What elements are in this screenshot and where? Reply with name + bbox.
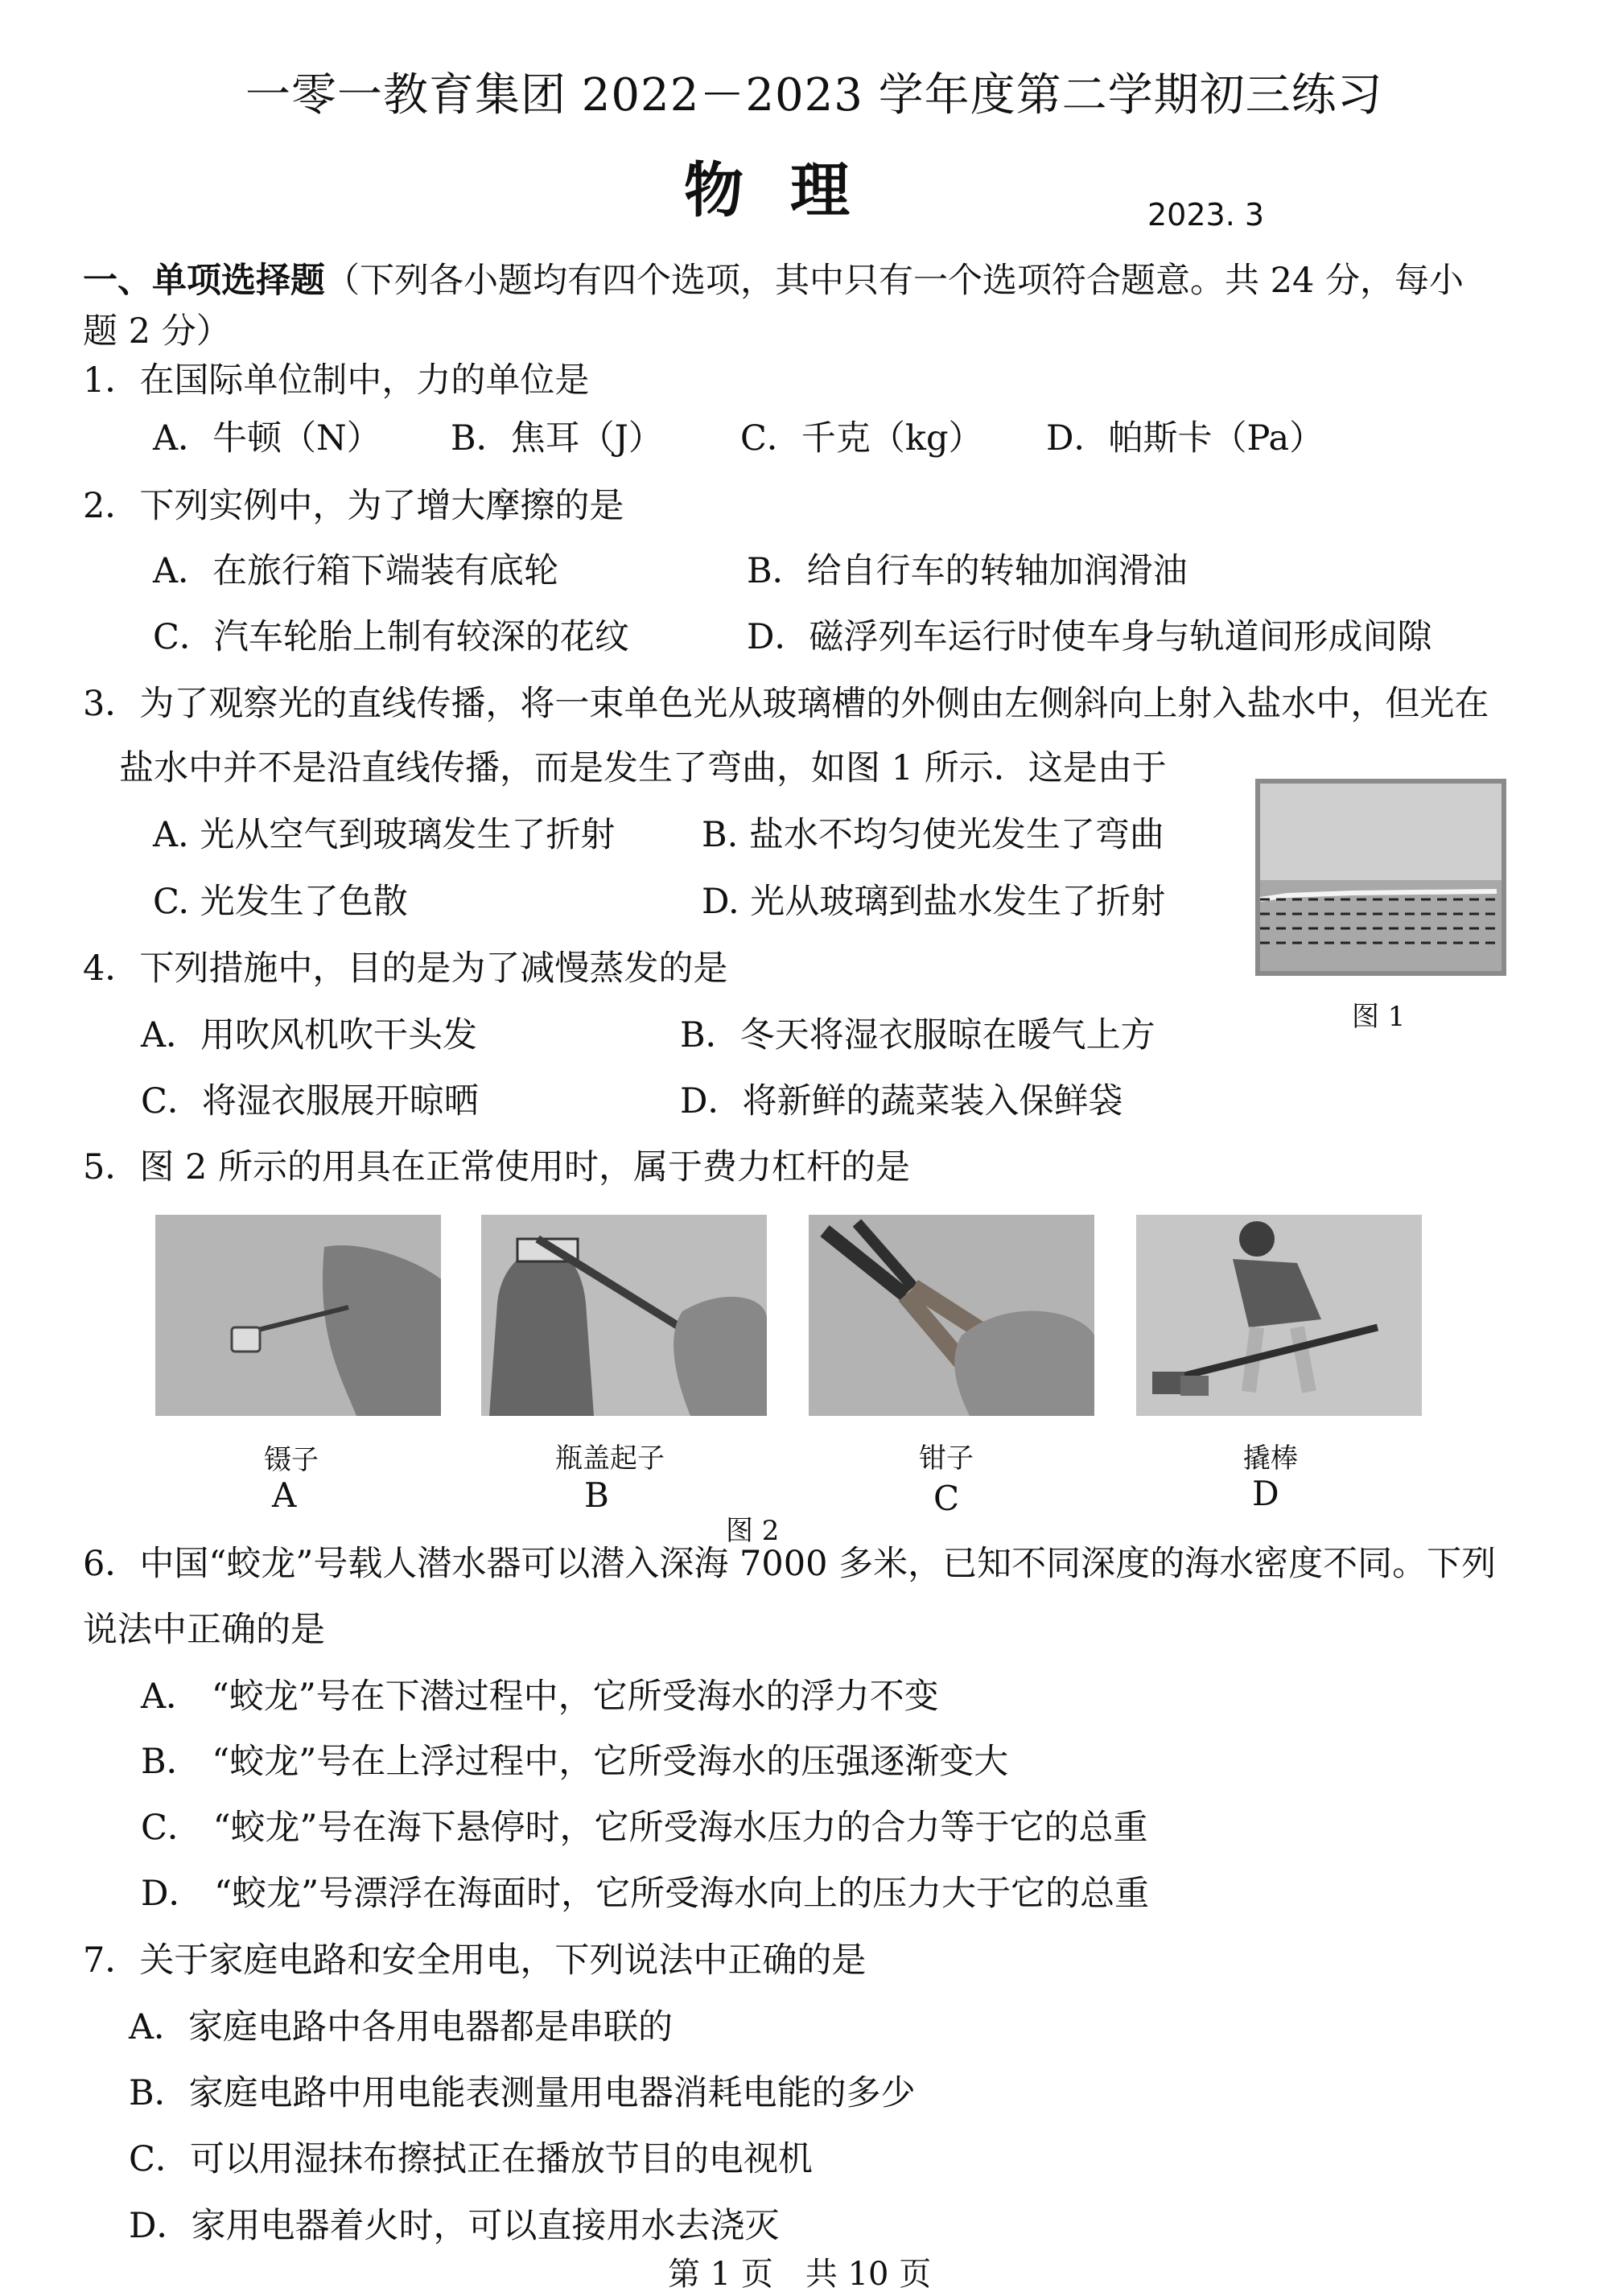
q1-option-d: D．帕斯卡（Pa） [1046,418,1324,459]
q4-option-a: A．用吹风机吹干头发 [141,1015,478,1055]
tweezers-drawing [155,1215,441,1416]
q7-option-c: C．可以用湿抹布擦拭正在播放节目的电视机 [129,2139,813,2179]
q7-option-d: D．家用电器着火时，可以直接用水去浇灭 [129,2206,780,2246]
q3-stem-line2: 盐水中并不是沿直线传播，而是发生了弯曲，如图 1 所示．这是由于 [119,748,1167,788]
pliers-image [809,1215,1094,1416]
q3-option-c: C. 光发生了色散 [153,882,408,922]
q1-option-c: C．千克（kg） [740,418,983,459]
q6-option-b: B． “蛟龙”号在上浮过程中，它所受海水的压强逐渐变大 [141,1742,1009,1782]
figure-1-drawing [1255,779,1506,976]
pliers-drawing [809,1215,1094,1416]
section-description-cont: 题 2 分） [83,311,231,352]
q1-stem: 1．在国际单位制中，力的单位是 [83,360,590,401]
q1-option-a: A．牛顿（N） [153,418,381,459]
q4-stem: 4．下列措施中，目的是为了减慢蒸发的是 [83,948,728,989]
subject-title: 物理 [684,156,896,225]
q3-stem-line1: 3．为了观察光的直线传播，将一束单色光从玻璃槽的外侧由左侧斜向上射入盐水中，但光在 [83,684,1489,724]
q2-option-b: B．给自行车的转轴加润滑油 [747,551,1188,591]
crowbar-caption: 撬棒 [1243,1442,1298,1475]
tweezers-caption: 镊子 [264,1444,319,1476]
q6-option-a: A． “蛟龙”号在下潜过程中，它所受海水的浮力不变 [141,1677,939,1717]
q4-option-d: D．将新鲜的蔬菜装入保鲜袋 [680,1081,1123,1121]
q6-stem-line2: 说法中正确的是 [83,1610,325,1650]
q4-option-b: B．冬天将湿衣服晾在暖气上方 [680,1015,1155,1055]
q3-option-d: D. 光从玻璃到盐水发生了折射 [702,882,1166,922]
tweezers-image [155,1215,441,1416]
bottle-opener-caption: 瓶盖起子 [555,1442,665,1475]
section-title: 一、单项选择题 [83,261,325,301]
figure-1-light-refraction-image [1255,779,1506,976]
section-header [83,259,1464,302]
image-label-a: A [272,1475,297,1515]
q2-option-d: D．磁浮列车运行时使车身与轨道间形成间隙 [747,617,1432,657]
q2-option-c: C．汽车轮胎上制有较深的花纹 [153,617,629,657]
exam-title: 一零一教育集团 2022－2023 学年度第二学期初三练习 [245,69,1383,121]
q3-option-a: A. 光从空气到玻璃发生了折射 [153,815,616,855]
section-description: （下列各小题均有四个选项，其中只有一个选项符合题意。共 24 分，每小 [325,261,1464,301]
exam-date: 2023. 3 [1147,197,1265,232]
figure-2-caption: 图 2 [726,1515,780,1547]
q6-option-c: C． “蛟龙”号在海下悬停时，它所受海水压力的合力等于它的总重 [141,1808,1148,1848]
image-label-b: B [584,1475,609,1515]
figure-1-caption: 图 1 [1352,1001,1406,1033]
crowbar-image [1136,1215,1422,1416]
q2-stem: 2．下列实例中，为了增大摩擦的是 [83,486,624,526]
q4-option-c: C．将湿衣服展开晾晒 [141,1081,479,1121]
image-label-d: D [1252,1474,1279,1513]
pliers-caption: 钳子 [919,1442,974,1475]
q6-stem-line1: 6．中国“蛟龙”号载人潜水器可以潜入深海 7000 多米，已知不同深度的海水密度不同。下列 [83,1544,1497,1584]
q7-option-a: A．家庭电路中各用电器都是串联的 [129,2007,674,2047]
crowbar-drawing [1136,1215,1422,1416]
bottle-opener-drawing [481,1215,767,1416]
q1-option-b: B．焦耳（J） [451,418,663,459]
q5-stem: 5．图 2 所示的用具在正常使用时，属于费力杠杆的是 [83,1147,911,1187]
image-label-c: C [933,1479,960,1518]
q7-option-b: B．家庭电路中用电能表测量用电器消耗电能的多少 [129,2073,916,2113]
page-footer: 第 1 页 共 10 页 [668,2256,932,2293]
q7-stem: 7．关于家庭电路和安全用电，下列说法中正确的是 [83,1940,867,1981]
bottle-opener-image [481,1215,767,1416]
q6-option-d: D． “蛟龙”号漂浮在海面时，它所受海水向上的压力大于它的总重 [141,1874,1150,1914]
q3-option-b: B. 盐水不均匀使光发生了弯曲 [702,815,1164,855]
q2-option-a: A．在旅行箱下端装有底轮 [153,551,559,591]
